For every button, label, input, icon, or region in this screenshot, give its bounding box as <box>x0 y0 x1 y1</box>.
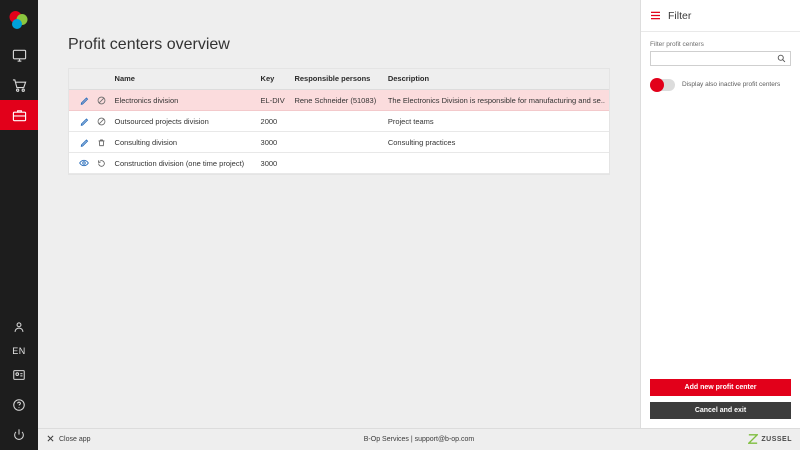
cell-responsible <box>290 111 383 132</box>
help-circle-icon <box>12 398 26 412</box>
profit-centers-table-wrap <box>68 68 610 175</box>
edit-icon[interactable] <box>79 95 89 105</box>
rail-item-profit-centers[interactable] <box>0 100 38 130</box>
inactive-toggle[interactable] <box>650 79 675 91</box>
hamburger-icon[interactable] <box>650 7 661 25</box>
cell-key: 3000 <box>257 132 291 153</box>
app-logo[interactable] <box>0 2 38 40</box>
balloons-logo-icon <box>8 10 30 32</box>
column-header-actions[interactable] <box>69 69 111 90</box>
column-header-key[interactable]: Key <box>257 69 291 90</box>
table-body <box>69 90 609 174</box>
cell-key: 3000 <box>257 153 291 174</box>
cell-name: Construction division (one time project) <box>111 153 257 174</box>
add-new-profit-center-button[interactable]: Add new profit center <box>650 379 791 396</box>
cell-description <box>384 153 609 174</box>
column-header-description[interactable]: Description <box>384 69 609 90</box>
brand-area <box>748 431 792 449</box>
rail-item-location[interactable] <box>0 312 38 342</box>
table-header <box>69 69 609 90</box>
filter-header <box>641 0 800 32</box>
filter-buttons <box>650 379 791 419</box>
row-actions <box>69 111 111 132</box>
row-actions <box>69 132 111 153</box>
table-row[interactable] <box>69 111 609 132</box>
cell-description: The Electronics Division is responsible for manufacturing and se.. <box>384 90 609 111</box>
monitor-icon <box>12 48 27 63</box>
rail-item-monitor[interactable] <box>0 40 38 70</box>
cell-name: Outsourced projects division <box>111 111 257 132</box>
cell-key: 2000 <box>257 111 291 132</box>
rail-item-shop[interactable] <box>0 70 38 100</box>
edit-icon[interactable] <box>79 137 89 147</box>
rail-item-account[interactable] <box>0 360 38 390</box>
filter-search-box[interactable] <box>650 51 791 66</box>
rail-item-help[interactable] <box>0 390 38 420</box>
user-card-icon <box>12 368 26 382</box>
inactive-toggle-row[interactable] <box>641 66 800 91</box>
close-app-label: Close app <box>59 436 91 443</box>
rail-language[interactable]: EN <box>12 346 26 356</box>
restore-icon[interactable] <box>96 158 106 168</box>
block-icon[interactable] <box>96 116 106 126</box>
filter-panel <box>640 0 800 428</box>
row-actions <box>69 90 111 111</box>
power-icon <box>12 428 26 442</box>
toggle-knob <box>650 78 664 92</box>
table-row[interactable] <box>69 132 609 153</box>
column-header-responsible-persons[interactable]: Responsible persons <box>290 69 383 90</box>
cell-description: Consulting practices <box>384 132 609 153</box>
filter-title: Filter <box>668 10 692 22</box>
user-pin-icon <box>12 320 26 334</box>
rail-item-logout[interactable] <box>0 420 38 450</box>
briefcase-icon <box>12 108 27 123</box>
cell-name: Electronics division <box>111 90 257 111</box>
cell-key: EL-DIV <box>257 90 291 111</box>
cell-description: Project teams <box>384 111 609 132</box>
block-icon[interactable] <box>96 95 106 105</box>
inactive-toggle-label: Display also inactive profit centers <box>682 80 781 88</box>
status-center-text: B-Op Services | support@b-op.com <box>363 436 475 443</box>
view-icon[interactable] <box>79 158 89 168</box>
profit-centers-table <box>69 69 609 174</box>
page-title: Profit centers overview <box>68 36 230 53</box>
cell-name: Consulting division <box>111 132 257 153</box>
main-content <box>38 0 640 428</box>
table-header-row <box>69 69 609 90</box>
filter-search-label: Filter profit centers <box>650 41 704 48</box>
column-header-name[interactable]: Name <box>111 69 257 90</box>
search-input[interactable] <box>655 54 777 63</box>
cell-responsible: Rene Schneider (51083) <box>290 90 383 111</box>
table-row[interactable] <box>69 90 609 111</box>
row-actions <box>69 153 111 174</box>
zussel-logo-icon <box>748 431 758 449</box>
cancel-and-exit-button[interactable]: Cancel and exit <box>650 402 791 419</box>
edit-icon[interactable] <box>79 116 89 126</box>
magnifier-icon[interactable] <box>777 50 786 68</box>
status-bar <box>38 428 800 450</box>
table-row[interactable] <box>69 153 609 174</box>
left-rail <box>0 0 38 450</box>
cell-responsible <box>290 132 383 153</box>
brand-text: ZUSSEL <box>761 436 792 443</box>
delete-icon[interactable] <box>96 137 106 147</box>
shopping-cart-icon <box>12 78 27 93</box>
cell-responsible <box>290 153 383 174</box>
